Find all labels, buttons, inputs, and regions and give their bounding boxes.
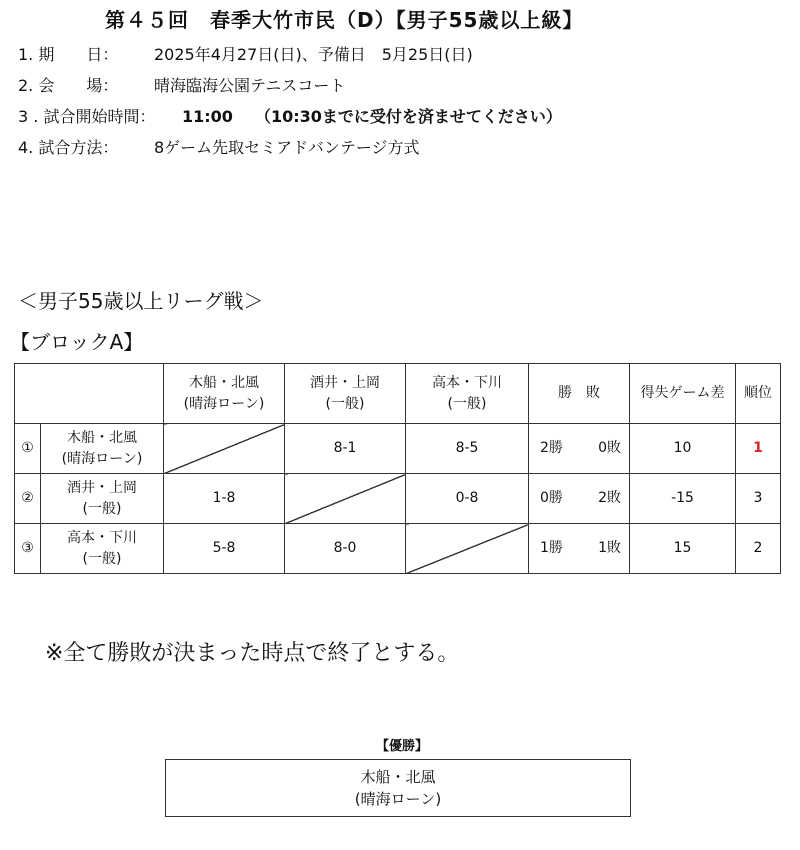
row-player: 酒井・上岡 (一般)	[41, 474, 164, 524]
header-win-loss: 勝 敗	[529, 364, 630, 424]
info-date-value: 2025年4月27日(日)、予備日 5月25日(日)	[154, 45, 473, 64]
info-start-time-label: 3 . 試合開始時間：	[18, 107, 156, 126]
info-venue	[18, 73, 345, 96]
header-blank	[15, 364, 164, 424]
win-loss-cell: 1勝 1敗	[529, 524, 630, 574]
rank-cell: 3	[736, 474, 781, 524]
info-venue-label: 2. 会 場：	[18, 76, 119, 95]
header-player-2: 酒井・上岡 (一般)	[285, 364, 406, 424]
champion-box	[165, 759, 631, 817]
header-game-diff: 得失ゲーム差	[630, 364, 736, 424]
table-row	[15, 524, 781, 574]
row-number: ①	[15, 424, 41, 474]
self-match-cell	[285, 474, 406, 524]
game-diff-cell: 15	[630, 524, 736, 574]
header-player-3: 高本・下川 (一般)	[406, 364, 529, 424]
self-match-cell	[164, 424, 285, 474]
table-row	[15, 424, 781, 474]
champion-name: 木船・北風	[360, 768, 436, 786]
block-title: 【ブロックA】	[10, 330, 144, 354]
rank-cell: 2	[736, 524, 781, 574]
info-format-value: 8ゲーム先取セミアドバンテージ方式	[154, 138, 420, 157]
info-format	[18, 135, 420, 158]
win-loss-cell: 0勝 2敗	[529, 474, 630, 524]
table-row	[15, 474, 781, 524]
win-loss-cell: 2勝 0敗	[529, 424, 630, 474]
score-cell: 5-8	[164, 524, 285, 574]
rank-cell: 1	[736, 424, 781, 474]
game-diff-cell: 10	[630, 424, 736, 474]
self-match-cell	[406, 524, 529, 574]
score-cell: 8-0	[285, 524, 406, 574]
champion-label: 【優勝】	[376, 739, 429, 754]
header-rank: 順位	[736, 364, 781, 424]
score-cell: 8-1	[285, 424, 406, 474]
row-number: ③	[15, 524, 41, 574]
info-start-time	[18, 104, 562, 127]
info-venue-value: 晴海臨海公園テニスコート	[154, 76, 346, 95]
league-title: ＜男子55歳以上リーグ戦＞	[18, 289, 264, 313]
info-start-time-note: （10:30までに受付を済ませてください）	[254, 107, 562, 126]
info-date	[18, 42, 473, 65]
row-number: ②	[15, 474, 41, 524]
completion-note: ※全て勝敗が決まった時点で終了とする。	[45, 641, 460, 666]
league-table	[14, 363, 781, 574]
info-start-time-value: 11:00	[182, 107, 233, 126]
info-date-label: 1. 期 日：	[18, 45, 119, 64]
row-player: 高本・下川 (一般)	[41, 524, 164, 574]
row-player: 木船・北風 (晴海ローン)	[41, 424, 164, 474]
score-cell: 1-8	[164, 474, 285, 524]
table-header-row	[15, 364, 781, 424]
score-cell: 0-8	[406, 474, 529, 524]
champion-club: (晴海ローン)	[354, 790, 442, 808]
info-format-label: 4. 試合方法：	[18, 138, 119, 157]
header-player-1: 木船・北風 (晴海ローン)	[164, 364, 285, 424]
game-diff-cell: -15	[630, 474, 736, 524]
score-cell: 8-5	[406, 424, 529, 474]
page-title: 第４５回 春季大竹市民（D）【男子55歳以上級】	[105, 8, 584, 32]
